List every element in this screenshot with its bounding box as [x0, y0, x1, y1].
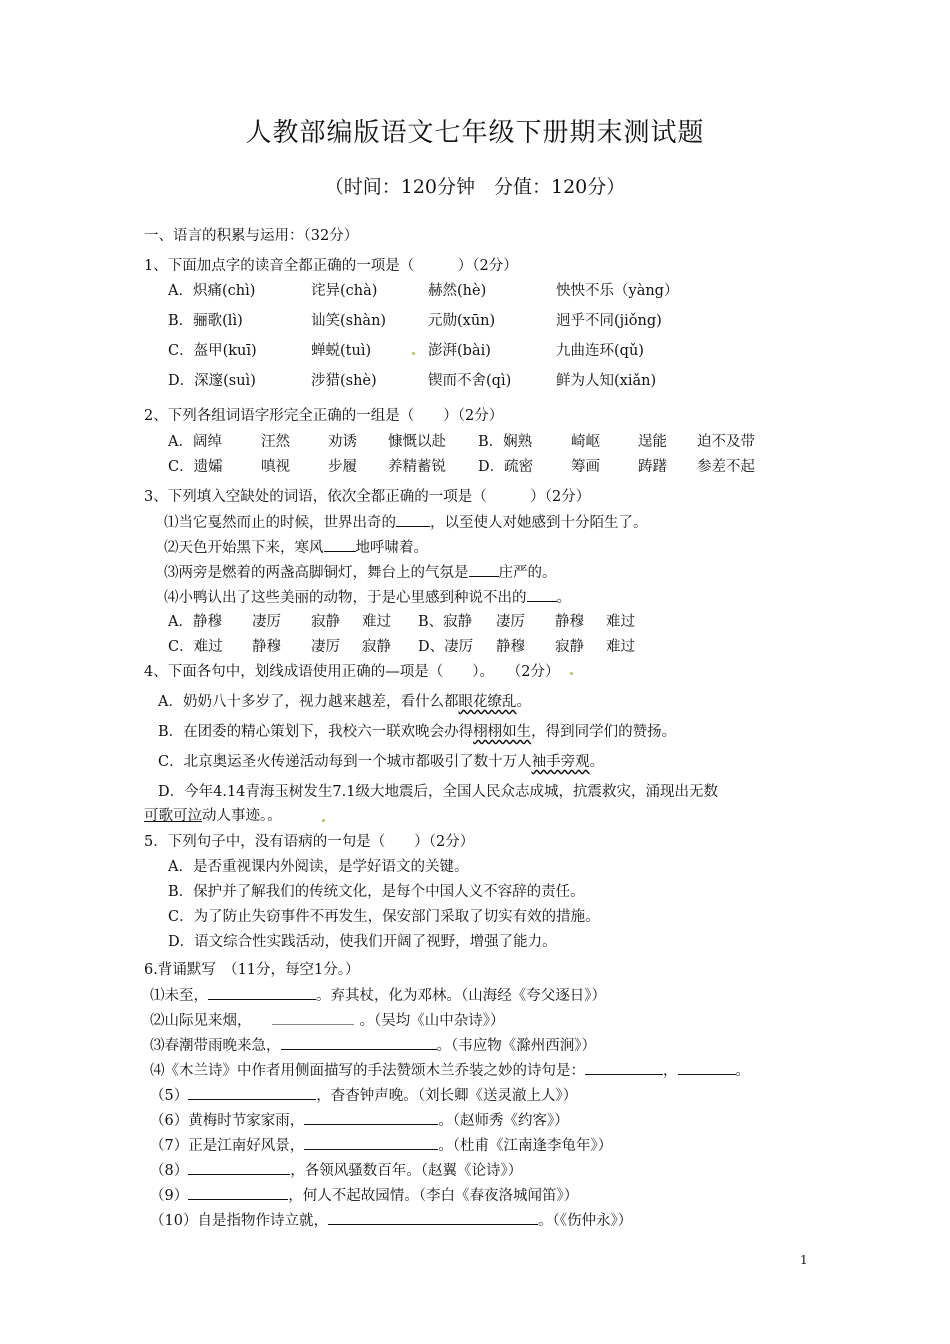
question-4-option-a: A．奶奶八十多岁了，视力越来越差，看什么都眼花缭乱。 [158, 694, 531, 710]
recitation-line-1: ⑴未至， 。弃其杖，化为邓林。（山海经《夸父逐日》） [150, 985, 606, 1006]
page-title: 人教部编版语文七年级下册期末测试题 [245, 118, 705, 148]
question-5-option-d: D．语文综合性实践活动，使我们开阔了视野，增强了能力。 [168, 934, 557, 950]
q3-row-2-item-5: D、凄厉 [418, 639, 474, 655]
underlined-idiom: 可歌可泣 [144, 808, 202, 824]
underlined-idiom: 袖手旁观 [531, 754, 590, 770]
q2-row-1-item-2: 汪然 [261, 434, 290, 450]
q3-row-2-item-8: 难过 [606, 639, 635, 655]
scan-speck [412, 352, 415, 355]
q3-row-1-item-5: B、寂静 [418, 614, 473, 630]
q2-row-1-item-4: 慷慨以赴 [388, 434, 446, 450]
q1-row-1-item-2: 诧异(chà) [311, 283, 378, 299]
q1-row-1-item-1: A．炽痛(chì) [168, 283, 256, 299]
question-4-option-b: B．在团委的精心策划下，我校六一联欢晚会办得栩栩如生，得到同学们的赞扬。 [158, 724, 677, 740]
q2-row-1-item-8: 迫不及带 [697, 434, 755, 450]
recitation-line-9: （9） ，何人不起故园情。（李白《春夜洛城闻笛》） [150, 1185, 578, 1206]
exam-info: （时间：120分钟 分值：120分） [324, 176, 626, 198]
question-5-option-b: B．保护并了解我们的传统文化，是每个中国人义不容辞的责任。 [168, 884, 585, 900]
q2-row-2-item-8: 参差不起 [697, 459, 755, 475]
q3-row-1-item-6: 凄厉 [496, 614, 525, 630]
q2-row-1-item-1: A．阔绰 [168, 434, 222, 450]
question-3-sentence-4: ⑷小鸭认出了这些美丽的动物，于是心里感到种说不出的 。 [164, 587, 571, 608]
q1-row-2-item-1: B．骊歌(lì) [168, 313, 243, 329]
scan-speck [570, 672, 573, 675]
page-number: 1 [800, 1253, 808, 1267]
q2-row-1-item-7: 逞能 [638, 434, 667, 450]
q2-row-1-item-3: 劝诱 [328, 434, 357, 450]
scan-speck [322, 819, 325, 822]
question-4-stem: 4、下面各句中，划线成语使用正确的—项是（ ）。 （2分） [144, 664, 560, 680]
recitation-line-8: （8） ，各领风骚数百年。（赵翼《论诗》） [150, 1160, 522, 1181]
q1-row-1-item-3: 赫然(hè) [428, 283, 487, 299]
question-3-sentence-2: ⑵天色开始黑下来，寒风 地呼啸着。 [164, 537, 428, 558]
q1-row-3-item-1: C．盔甲(kuī) [168, 343, 257, 359]
q3-row-1-item-1: A．静穆 [168, 614, 222, 630]
q2-row-2-item-1: C．遗孀 [168, 459, 223, 475]
q3-row-2-item-2: 静穆 [252, 639, 281, 655]
q1-row-3-item-4: 九曲连环(qǔ) [556, 343, 644, 359]
q2-row-2-item-7: 踌躇 [638, 459, 667, 475]
q2-row-2-item-6: 筹画 [571, 459, 600, 475]
q1-row-2-item-4: 迥乎不同(jiǒng) [556, 313, 662, 329]
question-5-option-a: A．是否重视课内外阅读，是学好语文的关键。 [168, 859, 469, 875]
q1-row-2-item-2: 讪笑(shàn) [311, 313, 387, 329]
q3-row-2-item-1: C．难过 [168, 639, 223, 655]
q3-row-2-item-7: 寂静 [555, 639, 584, 655]
q1-row-4-item-2: 涉猎(shè) [311, 373, 377, 389]
q2-row-2-item-4: 养精蓄锐 [388, 459, 446, 475]
q3-row-1-item-3: 寂静 [311, 614, 340, 630]
q1-row-4-item-4: 鲜为人知(xiǎn) [556, 373, 657, 389]
q1-row-4-item-1: D．深邃(suì) [168, 373, 256, 389]
question-4-option-c: C．北京奥运圣火传递活动每到一个城市都吸引了数十万人袖手旁观。 [158, 754, 605, 770]
q2-row-2-item-5: D．疏密 [478, 459, 534, 475]
q2-row-2-item-3: 步履 [328, 459, 357, 475]
q1-row-4-item-3: 锲而不舍(qì) [428, 373, 512, 389]
recitation-line-5: （5） ，杳杳钟声晚。（刘长卿《送灵澈上人》） [150, 1085, 577, 1106]
section-heading: 一、语言的积累与运用：（32分） [144, 228, 359, 244]
recitation-line-3: ⑶春潮带雨晚来急， 。（韦应物《滁州西涧》） [150, 1035, 596, 1056]
underlined-idiom: 栩栩如生 [473, 724, 532, 740]
question-2-stem: 2、下列各组词语字形完全正确的一组是（ ）（2分） [144, 408, 504, 424]
q3-row-1-item-7: 静穆 [555, 614, 584, 630]
recitation-line-10: （10）自是指物作诗立就， 。（《伤仲永》） [150, 1210, 632, 1231]
q2-row-1-item-6: 崎岖 [571, 434, 600, 450]
question-4-option-d: D．今年4.14青海玉树发生7.1级大地震后，全国人民众志成城，抗震救灾，涌现出无数 [158, 784, 718, 800]
question-1-stem: 1、下面加点字的读音全都正确的一项是（ ）（2分） [144, 258, 518, 274]
recitation-line-2: ⑵山际见来烟， 。（吴均《山中杂诗》） [150, 1010, 505, 1031]
q3-row-2-item-6: 静穆 [496, 639, 525, 655]
q2-row-2-item-2: 嗔视 [261, 459, 290, 475]
q3-row-1-item-2: 凄厉 [252, 614, 281, 630]
recitation-line-6: （6）黄梅时节家家雨， 。（赵师秀《约客》） [150, 1110, 569, 1131]
q3-row-2-item-3: 凄厉 [311, 639, 340, 655]
recitation-line-7: （7）正是江南好风景， 。（杜甫《江南逢李龟年》） [150, 1135, 612, 1156]
q1-row-2-item-3: 元勋(xūn) [428, 313, 496, 329]
recitation-line-4: ⑷《木兰诗》中作者用侧面描写的手法赞颂木兰乔装之妙的诗句是： ， 。 [150, 1060, 750, 1081]
q3-row-1-item-4: 难过 [362, 614, 391, 630]
question-3-stem: 3、下列填入空缺处的词语，依次全都正确的一项是（ ）（2分） [144, 489, 591, 505]
q3-row-2-item-4: 寂静 [362, 639, 391, 655]
q3-row-1-item-8: 难过 [606, 614, 635, 630]
question-3-sentence-1: ⑴当它戛然而止的时候，世界出奇的 ，以至使人对她感到十分陌生了。 [164, 512, 648, 533]
question-5-stem: 5．下列句子中，没有语病的一句是（ ）（2分） [144, 834, 475, 850]
q1-row-3-item-2: 蝉蜕(tuì) [311, 343, 372, 359]
question-6-stem: 6.背诵默写 （11分，每空1分。） [144, 962, 360, 978]
question-3-sentence-3: ⑶两旁是燃着的两盏高脚铜灯，舞台上的气氛是 庄严的。 [164, 562, 557, 583]
q2-row-1-item-5: B．娴熟 [478, 434, 533, 450]
underlined-idiom: 眼花缭乱 [458, 694, 517, 710]
q1-row-3-item-3: 澎湃(bài) [428, 343, 491, 359]
question-5-option-c: C．为了防止失窃事件不再发生，保安部门采取了切实有效的措施。 [168, 909, 600, 925]
question-4-option-d-continued: 可歌可泣动人事迹。。 [144, 808, 282, 824]
q1-row-1-item-4: 怏怏不乐（yàng） [556, 283, 679, 299]
